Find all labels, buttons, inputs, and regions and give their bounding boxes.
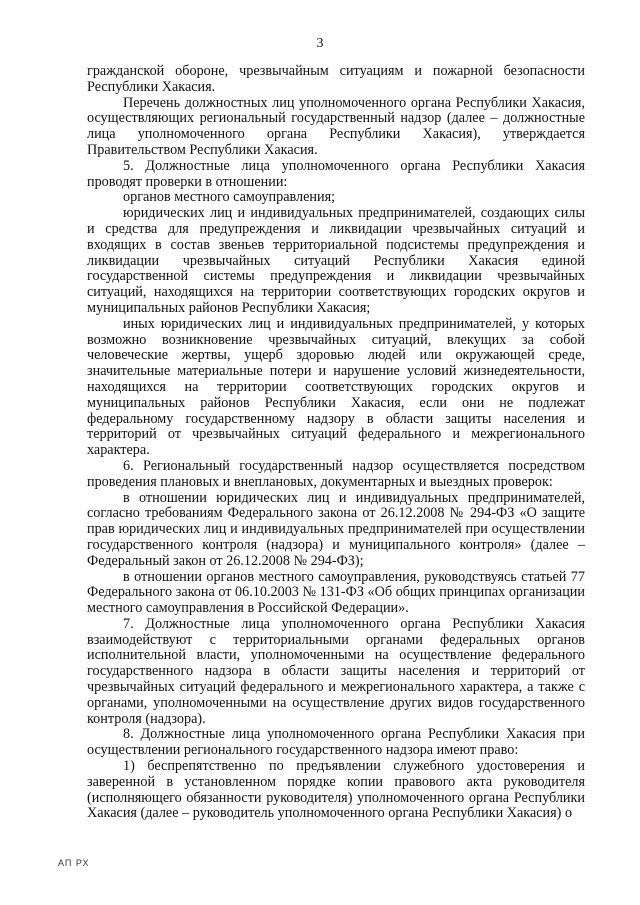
footer-mark: АП РХ (58, 858, 90, 868)
paragraph: юридических лиц и индивидуальных предпринимателей, создающих силы и средства для предупреждения и ликвидации чрезвычайных ситуаций и входящих в состав звеньев территориальной подсистемы предупреждения и ликвидации чрезвычайных ситуаций Республики Хакасия единой государственной системы предупреждения и ликвидации чрезвычайных ситуаций, находящихся на территории соответствующих городских округов и муниципальных районов Республики Хакасия; (87, 205, 585, 316)
paragraph: в отношении юридических лиц и индивидуальных предпринимателей, согласно требованиям Федерального закона от 26.12.2008 № 294-ФЗ «О защите прав юридических лиц и индивидуальных предпринимателей при осуществлении государственного контроля (надзора) и муниципального контроля» (далее – Федеральный закон от 26.12.2008 № 294-ФЗ); (87, 489, 585, 569)
paragraph: 1) беспрепятственно по предъявлении служебного удостоверения и заверенной в установленном порядке копии правового акта руководителя (исполняющего обязанности руководителя) уполномоченного органа Республики Хакасия (далее – руководитель уполномоченного органа Республики Хакасия) о (87, 758, 585, 822)
paragraph: 6. Региональный государственный надзор осуществляется посредством проведения плановых и внеплановых, документарных и выездных проверок: (87, 457, 585, 490)
paragraph: органов местного самоуправления; (123, 189, 336, 206)
paragraph: 5. Должностные лица уполномоченного органа Республики Хакасия проводят проверки в отношении: (87, 157, 585, 190)
paragraph: 7. Должностные лица уполномоченного органа Республики Хакасия взаимодействуют с территориальными органами федеральных органов исполнительной власти, уполномоченными на осуществление федерального государственного надзора в области защиты населения и территорий от чрезвычайных ситуаций федерального и межрегионального характера, а также с органами, уполномоченными на осуществление других видов государственного контроля (надзора). (87, 615, 585, 727)
paragraph: иных юридических лиц и индивидуальных предпринимателей, у которых возможно возникновение чрезвычайных ситуаций, влекущих за собой человеческие жертвы, ущерб здоровью людей или окружающей среде, значительные материальные потери и нарушение условий жизнедеятельности, находящихся на территории соответствующих городских округов и муниципальных районов Республики Хакасия, если они не подлежат федеральному государственному надзору в области защиты населения и территорий от чрезвычайных ситуаций федерального и межрегионального характера. (87, 315, 585, 459)
paragraph: Перечень должностных лиц уполномоченного органа Республики Хакасия, осуществляющих региональный государственный надзор (далее – должностные лица уполномоченного органа Республики Хакасия), утверждается Правительством Республики Хакасия. (87, 94, 585, 158)
paragraph: в отношении органов местного самоуправления, руководствуясь статьей 77 Федерального закона от 06.10.2003 № 131-ФЗ «Об общих принципах организации местного самоуправления в Российской Федерации». (87, 568, 585, 617)
paragraph: 8. Должностные лица уполномоченного органа Республики Хакасия при осуществлении регионального государственного надзора имеют право: (87, 726, 585, 759)
paragraph: гражданской обороне, чрезвычайным ситуациям и пожарной безопасности Республики Хакасия. (87, 63, 585, 95)
page-number: 3 (316, 36, 324, 51)
document-body (87, 64, 585, 822)
